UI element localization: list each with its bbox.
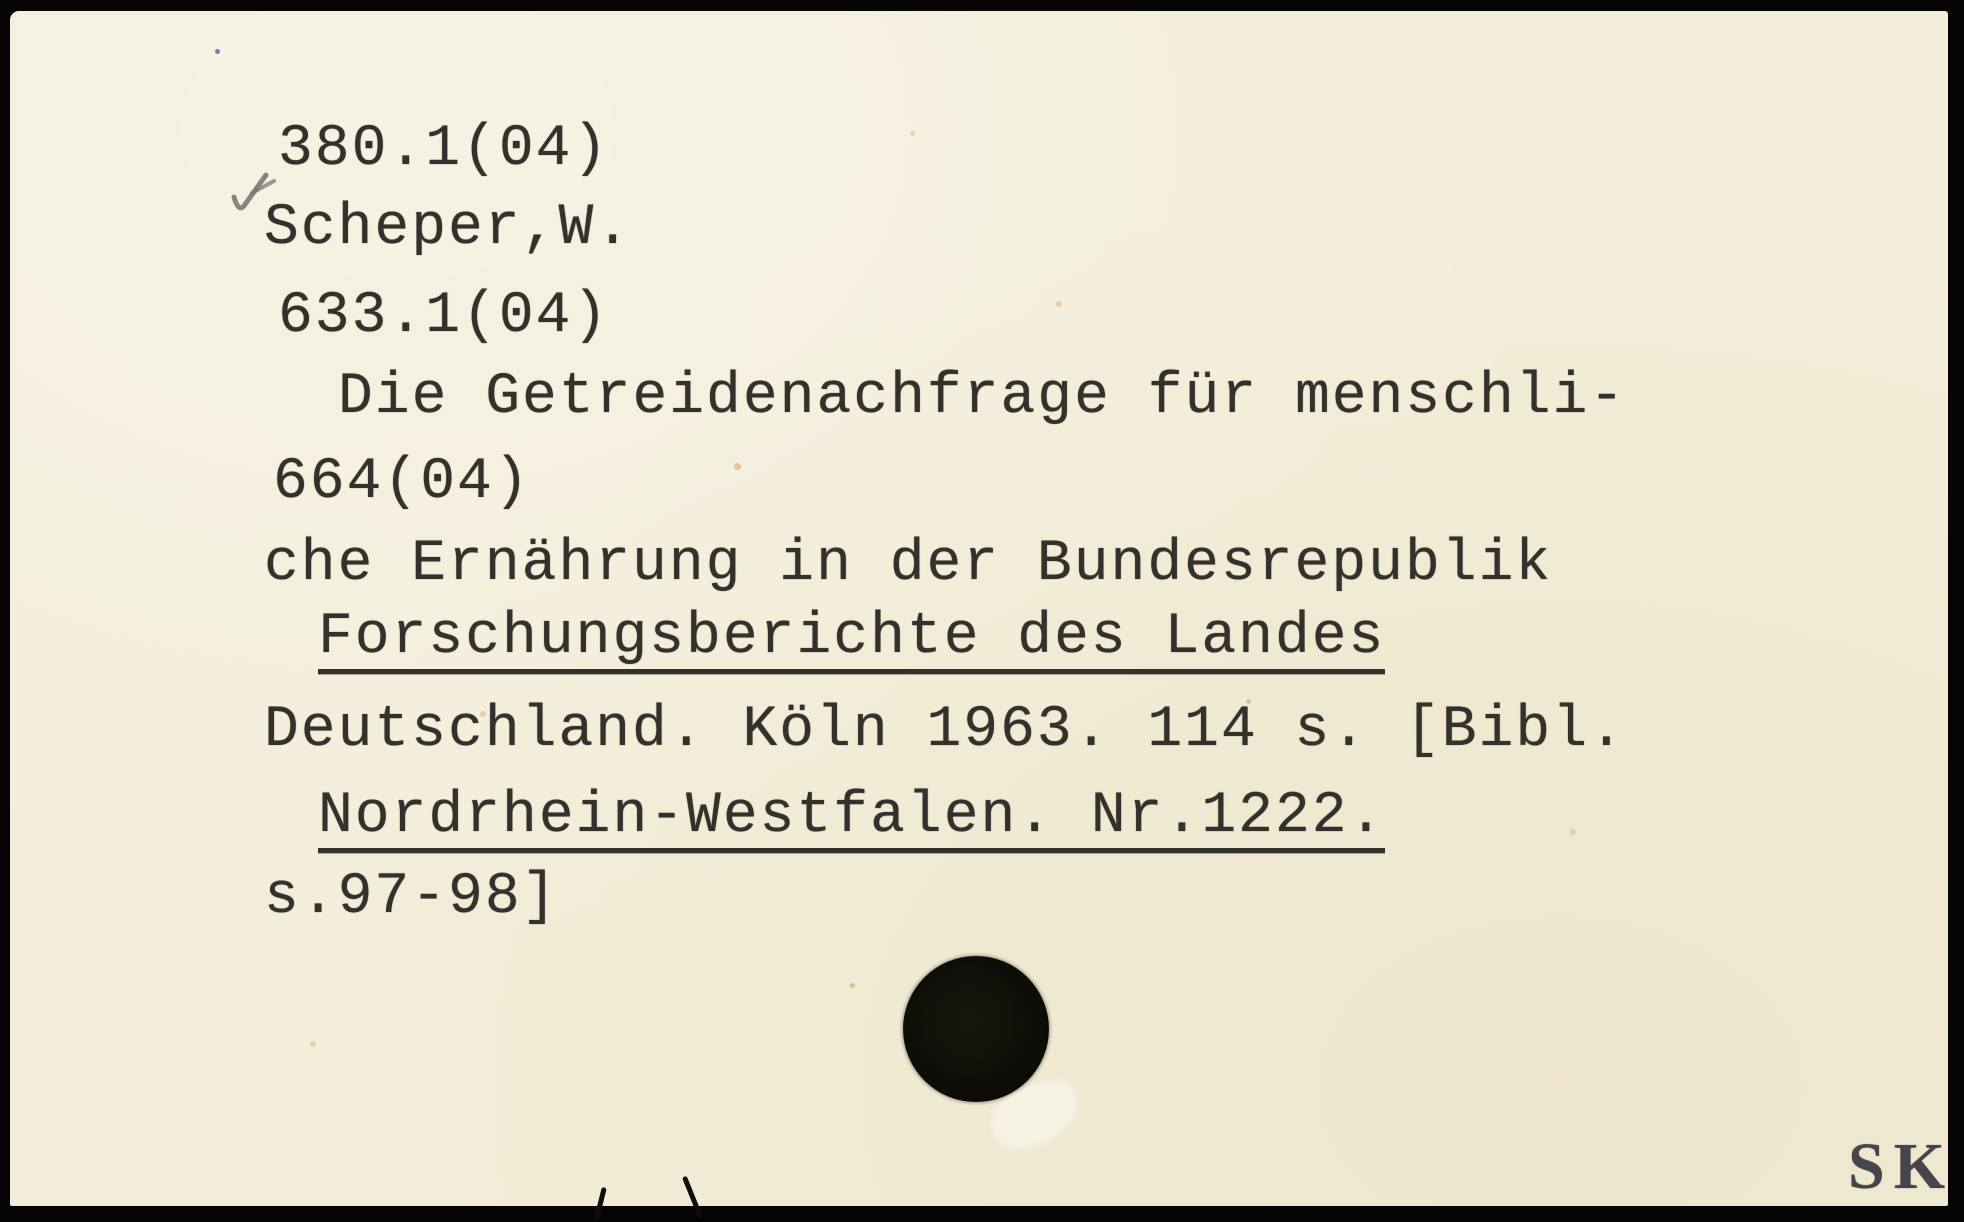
paper-speck bbox=[1570, 829, 1576, 835]
paper-speck bbox=[910, 131, 915, 136]
paper-speck bbox=[1246, 699, 1251, 704]
paper-speck bbox=[850, 983, 855, 988]
title-line: Deutschland. Köln 1963. 114 s. [Bibl. bbox=[264, 698, 1626, 763]
paper-speck bbox=[1056, 301, 1062, 307]
series-line bbox=[318, 605, 1386, 674]
series-block bbox=[318, 495, 1385, 967]
ink-speck bbox=[215, 49, 220, 54]
classification-number: 664(04) bbox=[273, 450, 531, 515]
sk-stamp: SK bbox=[1848, 1130, 1955, 1203]
catalog-card bbox=[10, 11, 1955, 1206]
bottom-edge-partial-glyph bbox=[682, 1176, 703, 1219]
paper-speck bbox=[480, 711, 486, 717]
series-line bbox=[318, 784, 1386, 853]
title-line: s.97-98] bbox=[264, 864, 559, 930]
classification-number: 380.1(04) bbox=[278, 117, 610, 182]
paper-speck bbox=[310, 1041, 316, 1047]
title-line: Die Getreidenachfrage für menschli- bbox=[338, 365, 1627, 430]
title-line: che Ernährung in der Bundesrepublik bbox=[264, 531, 1553, 597]
series-line-text: Nordrhein-Westfalen. Nr.1222. bbox=[318, 788, 1385, 853]
classification-number: 633.1(04) bbox=[278, 283, 610, 349]
bottom-edge-partial-glyph bbox=[594, 1187, 607, 1219]
series-line-text: Forschungsberichte des Landes bbox=[318, 609, 1385, 674]
paper-speck bbox=[734, 463, 741, 470]
author-line: Scheper,W. bbox=[264, 196, 633, 261]
punch-hole bbox=[903, 956, 1049, 1102]
